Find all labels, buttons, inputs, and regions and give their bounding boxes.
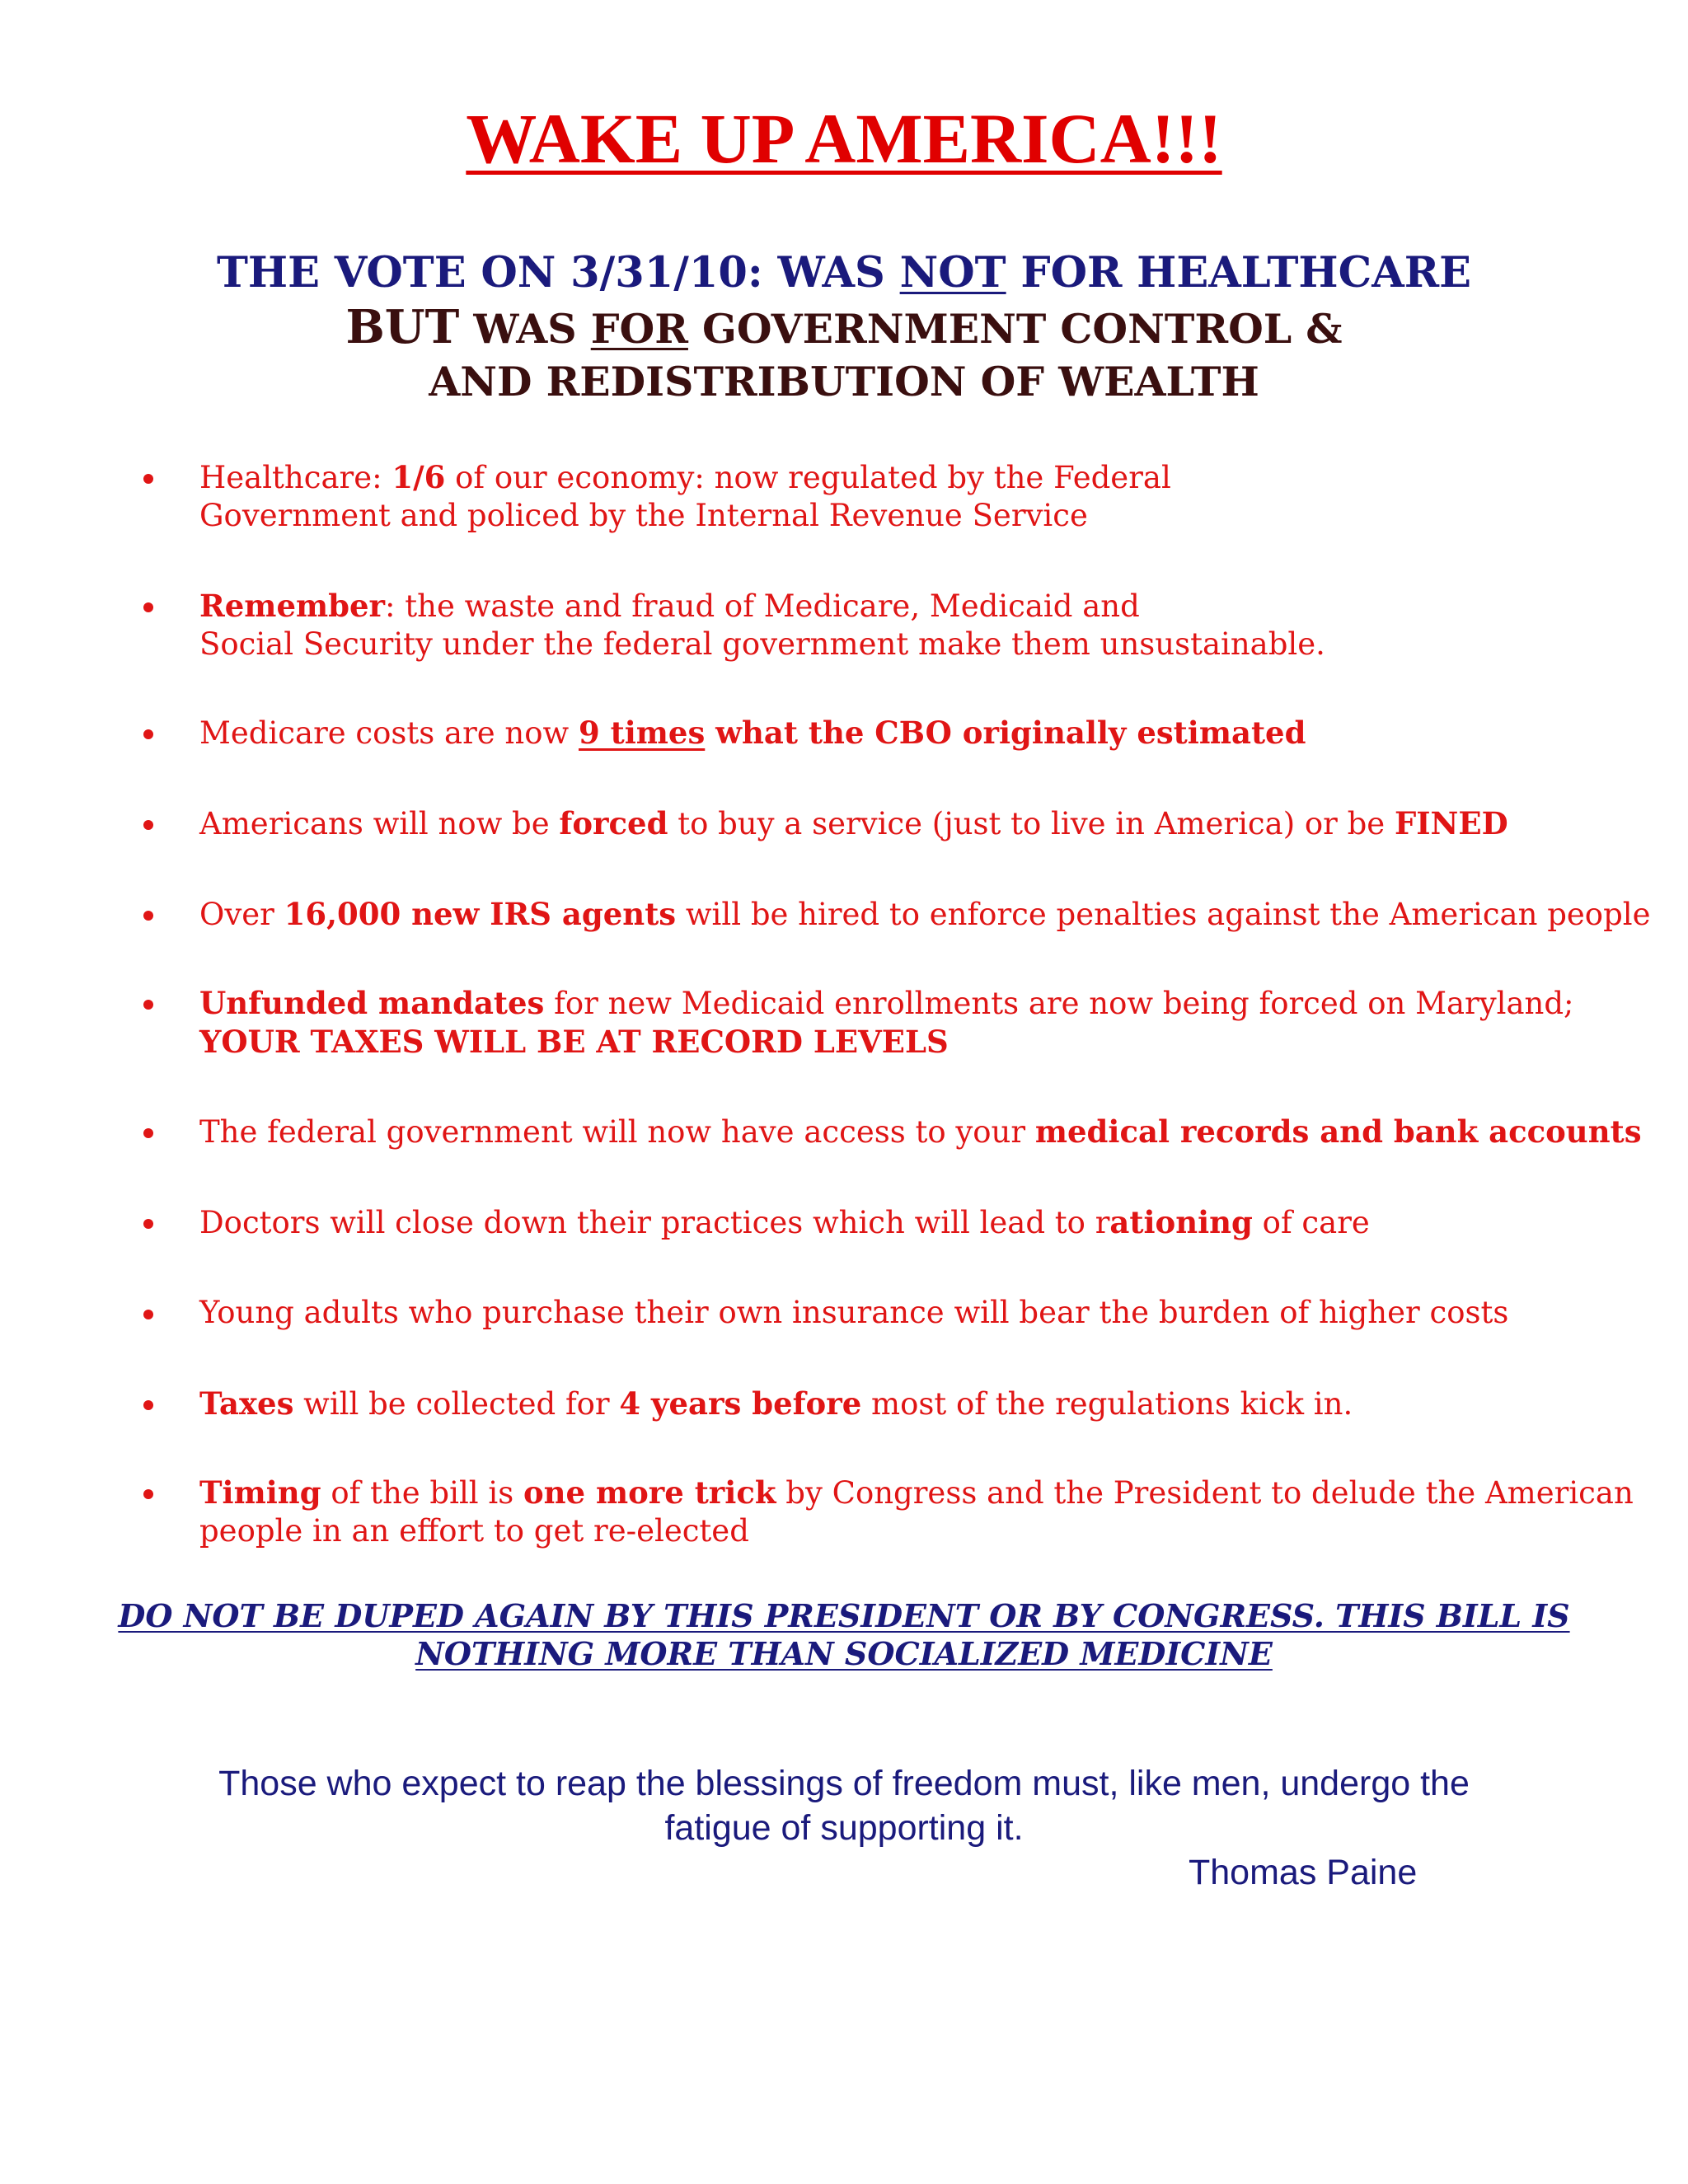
warning-line-1: DO NOT BE DUPED AGAIN BY THIS PRESIDENT OR BY CONGRESS. THIS BILL IS bbox=[118, 1597, 1570, 1634]
bullet-text bbox=[199, 1203, 1617, 1242]
bullet-text-part: Medicare costs are now bbox=[199, 715, 579, 751]
bullet-text-part: Doctors will close down their practices which will lead to r bbox=[199, 1205, 1110, 1240]
bullet-icon bbox=[143, 474, 153, 484]
bullet-emphasis: medical records and bank accounts bbox=[1034, 1113, 1642, 1150]
bullet-icon bbox=[143, 1128, 153, 1138]
bullet-text-part: Healthcare: bbox=[199, 460, 392, 495]
bullet-emphasis: 9 times bbox=[578, 715, 706, 751]
bullet-text bbox=[199, 1113, 1642, 1151]
bullet-text bbox=[199, 1385, 1617, 1423]
bullet-text-part: : the waste and fraud of Medicare, Medicaid and bbox=[385, 588, 1140, 624]
bullet-icon bbox=[143, 1219, 153, 1229]
bullet-text bbox=[199, 1474, 1634, 1550]
bullet-text-part: will be hired to enforce penalties against the American people bbox=[676, 897, 1651, 932]
headline-1-tail: FOR HEALTHCARE bbox=[1006, 248, 1472, 298]
bullet-text-part: Americans will now be bbox=[199, 806, 560, 841]
headline-not-emphasis: NOT bbox=[899, 248, 1006, 298]
bullet-icon bbox=[143, 820, 153, 830]
bullet-text bbox=[199, 714, 1617, 752]
quote-line-2: fatigue of supporting it. bbox=[664, 1808, 1024, 1848]
bullet-icon bbox=[143, 1489, 153, 1499]
quote-text bbox=[0, 1761, 1688, 1850]
bullet-text-part: Government and policed by the Internal Revenue Service bbox=[199, 498, 1088, 533]
bullet-text-part: of the bill is bbox=[321, 1475, 523, 1511]
bullet-emphasis: ationing bbox=[1109, 1204, 1253, 1240]
quote-line-1: Those who expect to reap the blessings of freedom must, like men, undergo the bbox=[218, 1764, 1470, 1803]
bullet-icon bbox=[143, 602, 153, 612]
bullet-emphasis: what the CBO originally estimated bbox=[705, 715, 1306, 751]
bullet-emphasis: YOUR TAXES WILL BE AT RECORD LEVELS bbox=[199, 1024, 949, 1060]
warning-line-2: NOTHING MORE THAN SOCIALIZED MEDICINE bbox=[415, 1635, 1273, 1672]
bullet-emphasis: Timing bbox=[199, 1474, 321, 1511]
bullet-text-part: of care bbox=[1252, 1205, 1370, 1240]
bullet-text-part: will be collected for bbox=[293, 1386, 620, 1422]
bullet-text-part: Social Security under the federal government make them unsustainable. bbox=[199, 626, 1325, 662]
bullet-text bbox=[199, 458, 1617, 535]
bullet-emphasis: Taxes bbox=[199, 1385, 294, 1422]
bullet-icon bbox=[143, 911, 153, 921]
bullet-icon bbox=[143, 1400, 153, 1410]
bullet-emphasis: 16,000 new IRS agents bbox=[284, 896, 677, 932]
bullet-text-part: Over bbox=[199, 897, 284, 932]
bullet-text-part: for new Medicaid enrollments are now being forced on Maryland; bbox=[544, 986, 1574, 1021]
bullet-icon bbox=[143, 1310, 153, 1319]
bullet-text bbox=[199, 804, 1617, 843]
bullet-text bbox=[199, 587, 1617, 663]
bullet-text-part: by Congress and the President to delude the American bbox=[776, 1475, 1634, 1511]
bullet-text bbox=[199, 895, 1651, 934]
bullet-text-part: Young adults who purchase their own insurance will bear the burden of higher costs bbox=[199, 1295, 1509, 1330]
headline-line-3: AND REDISTRIBUTION OF WEALTH bbox=[429, 358, 1259, 405]
bullet-emphasis: 1/6 bbox=[392, 459, 446, 495]
headline-1-text: THE VOTE ON 3/31/10: WAS bbox=[216, 248, 900, 298]
warning-statement bbox=[0, 1597, 1688, 1673]
headline-for-emphasis: FOR bbox=[590, 305, 688, 353]
bullet-icon bbox=[143, 1000, 153, 1010]
headline-but: BUT bbox=[345, 300, 460, 354]
bullet-emphasis: Remember bbox=[199, 588, 386, 624]
page-title: WAKE UP AMERICA!!! bbox=[466, 99, 1222, 178]
bullet-emphasis: FINED bbox=[1394, 805, 1508, 841]
bullet-text-part: of our economy: now regulated by the Federal bbox=[445, 460, 1171, 495]
bullet-emphasis: one more trick bbox=[523, 1474, 776, 1511]
bullet-text bbox=[199, 1294, 1617, 1332]
bullet-text-part: The federal government will now have access to your bbox=[199, 1114, 1035, 1150]
bullet-text bbox=[199, 984, 1617, 1062]
bullet-emphasis: 4 years before bbox=[619, 1385, 862, 1422]
bullet-emphasis: forced bbox=[559, 805, 668, 841]
headline-2-tail: GOVERNMENT CONTROL & bbox=[687, 305, 1343, 353]
bullet-emphasis: Unfunded mandates bbox=[199, 985, 545, 1021]
quote-author: Thomas Paine bbox=[1189, 1853, 1418, 1892]
bullet-icon bbox=[143, 729, 153, 739]
bullet-text-part: to buy a service (just to live in America) or be bbox=[668, 806, 1395, 841]
bullet-text-part: people in an effort to get re-elected bbox=[199, 1513, 749, 1549]
headline-2-text: WAS bbox=[459, 305, 591, 353]
bullet-text-part: most of the regulations kick in. bbox=[861, 1386, 1353, 1422]
